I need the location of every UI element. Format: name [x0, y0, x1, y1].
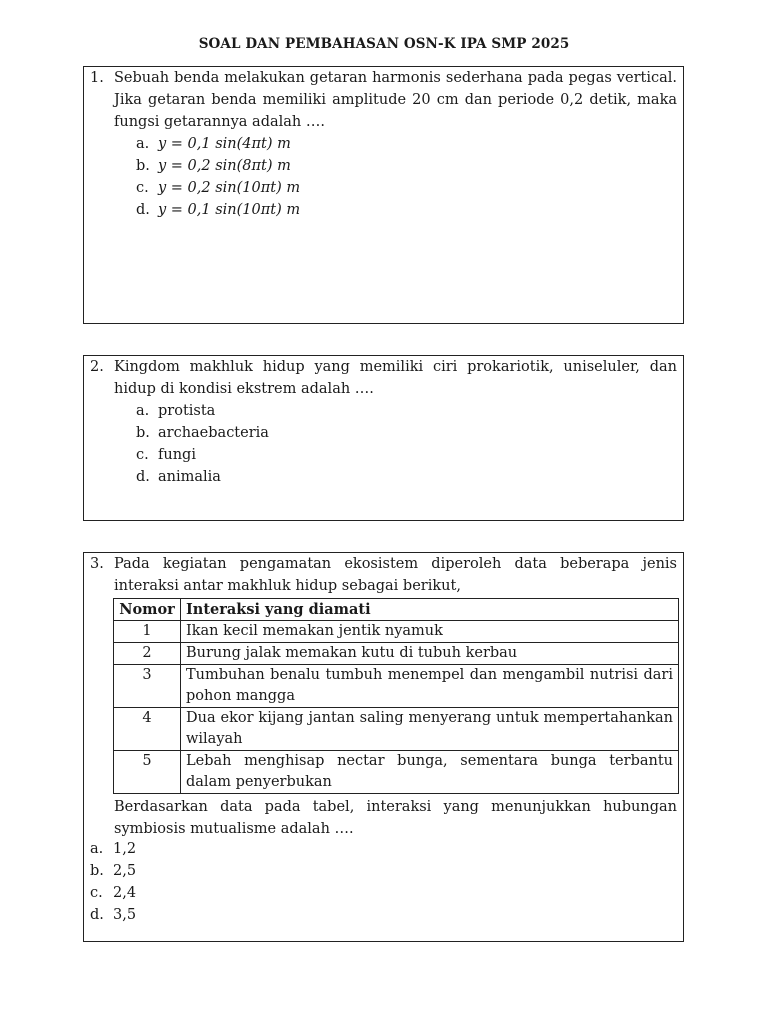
row-number: 4 [114, 708, 181, 751]
option-text: fungi [158, 447, 196, 463]
table-row [114, 708, 679, 751]
option-label: b. [90, 863, 104, 879]
option-text: y = 0,1 sin(4πt) m [158, 136, 291, 152]
option-text: y = 0,2 sin(10πt) m [158, 180, 301, 196]
option-text: 3,5 [113, 907, 137, 923]
header-interaksi: Interaksi yang diamati [181, 599, 679, 621]
question-number: 2. [90, 359, 104, 375]
option-text: protista [158, 403, 216, 419]
row-number: 5 [114, 751, 181, 794]
question-number: 1. [90, 70, 104, 86]
question-number: 3. [90, 556, 104, 572]
option-label: a. [90, 841, 104, 857]
row-description: Tumbuhan benalu tumbuh menempel dan mengambil nutrisi dari pohon mangga [181, 665, 679, 708]
question-followup-text: Berdasarkan data pada tabel, interaksi yang menunjukkan hubungan symbiosis mutualisme adalah …. [114, 799, 677, 837]
option-text: archaebacteria [158, 425, 269, 441]
question-text: Pada kegiatan pengamatan ekosistem diperoleh data beberapa jenis interaksi antar makhluk hidup sebagai berikut, [114, 556, 677, 594]
table-row [114, 621, 679, 643]
header-nomor: Nomor [114, 599, 181, 621]
row-number: 1 [114, 621, 181, 643]
option-label: a. [136, 136, 150, 152]
question-text: Kingdom makhluk hidup yang memiliki ciri prokariotik, uniseluler, dan hidup di kondisi ekstrem adalah …. [114, 359, 677, 397]
table-row [114, 643, 679, 665]
row-number: 3 [114, 665, 181, 708]
option-label: a. [136, 403, 150, 419]
option-text: y = 0,2 sin(8πt) m [158, 158, 291, 174]
table-row [114, 751, 679, 794]
option-text: 2,4 [113, 885, 137, 901]
question-text: Sebuah benda melakukan getaran harmonis sederhana pada pegas vertical. Jika getaran benda memiliki amplitude 20 cm dan periode 0,2 detik, maka fungsi getarannya adalah …. [114, 70, 677, 130]
option-text: 2,5 [113, 863, 137, 879]
question-3-box [83, 552, 684, 942]
option-text: 1,2 [113, 841, 137, 857]
option-text: y = 0,1 sin(10πt) m [158, 202, 301, 218]
row-description: Dua ekor kijang jantan saling menyerang untuk mempertahankan wilayah [181, 708, 679, 751]
row-description: Lebah menghisap nectar bunga, sementara bunga terbantu dalam penyerbukan [181, 751, 679, 794]
option-text: animalia [158, 469, 221, 485]
option-label: b. [136, 158, 150, 174]
interaction-table [113, 598, 679, 794]
option-label: c. [136, 180, 149, 196]
row-description: Burung jalak memakan kutu di tubuh kerbau [181, 643, 679, 665]
page-title: SOAL DAN PEMBAHASAN OSN-K IPA SMP 2025 [198, 36, 570, 52]
option-label: d. [90, 907, 104, 923]
row-number: 2 [114, 643, 181, 665]
table-row [114, 665, 679, 708]
option-label: d. [136, 202, 150, 218]
question-2-box [83, 355, 684, 521]
option-label: b. [136, 425, 150, 441]
row-description: Ikan kecil memakan jentik nyamuk [181, 621, 679, 643]
question-1-box [83, 66, 684, 324]
option-label: c. [136, 447, 149, 463]
option-label: d. [136, 469, 150, 485]
table-header-row [114, 599, 679, 621]
option-label: c. [90, 885, 103, 901]
